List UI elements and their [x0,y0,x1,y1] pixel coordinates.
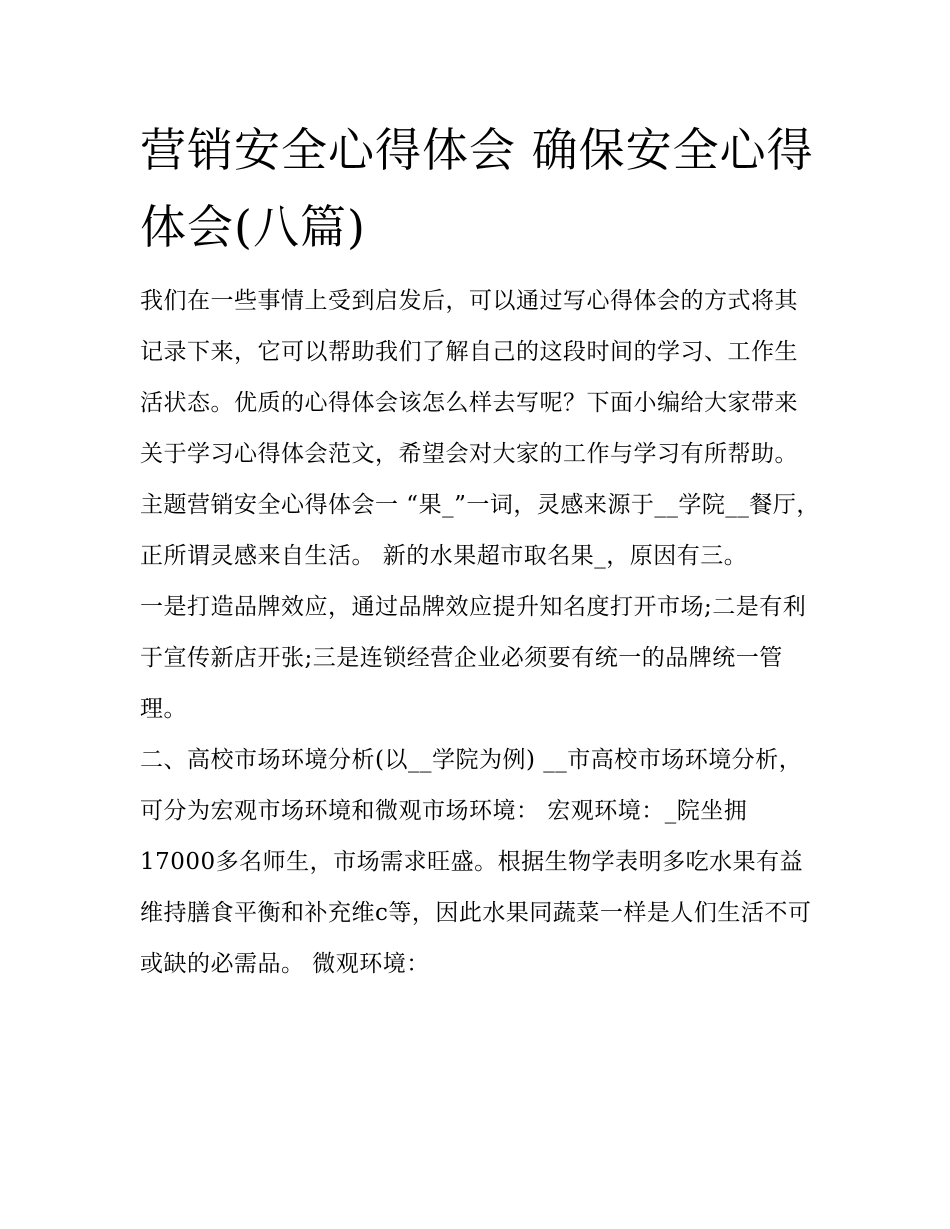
intro-paragraph: 我们在一些事情上受到启发后，可以通过写心得体会的方式将其记录下来，它可以帮助我们了解自己的这段时间的学习、工作生活状态。优质的心得体会该怎么样去写呢？下面小编给大家带来关于学习心得体会范文，希望会对大家的工作与学习有所帮助。 [140,288,798,467]
document-title: 营销安全心得体会 确保安全心得体会(八篇) [140,123,814,254]
theme-paragraph: 主题营销安全心得体会一 “果_”一词，灵感来源于__学院__餐厅，正所谓灵感来自生活。 新的水果超市取名果_，原因有三。 [140,492,820,569]
document-body [140,276,820,990]
market-analysis-paragraph: 二、高校市场环境分析(以__学院为例) __市高校市场环境分析，可分为宏观市场环境和微观市场环境： 宏观环境：_院坐拥17000多名师生，市场需求旺盛。根据生物学表明多吃水果有益维持膳食平衡和补充维c等，因此水果同蔬菜一样是人们生活不可或缺的必需品。 微观环境： [140,747,812,977]
reasons-paragraph: 一是打造品牌效应，通过品牌效应提升知名度打开市场;二是有利于宣传新店开张;三是连锁经营企业必须要有统一的品牌统一管理。 [140,594,807,722]
